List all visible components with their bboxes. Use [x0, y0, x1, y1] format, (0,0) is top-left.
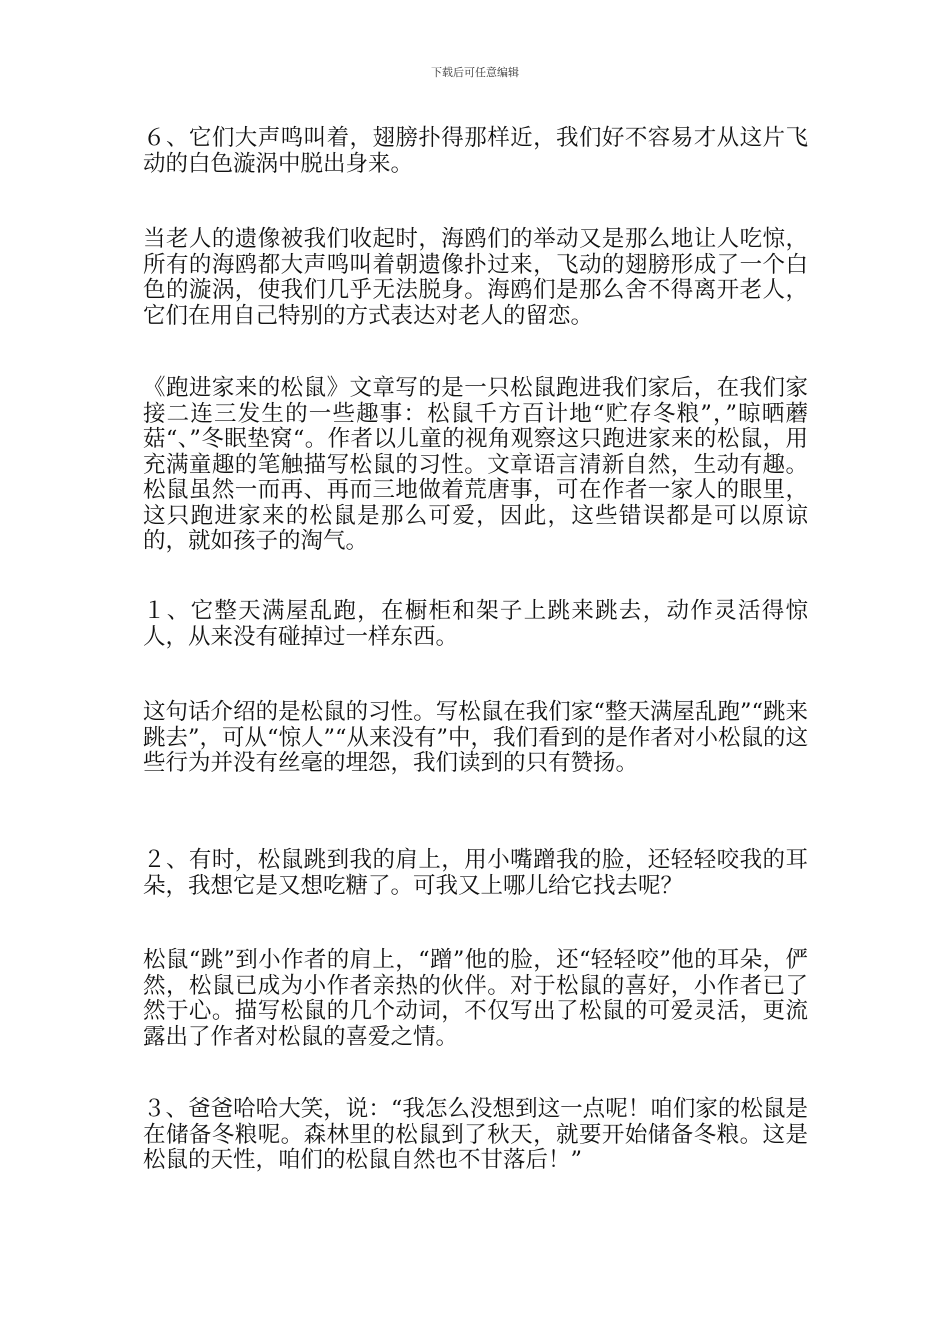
paragraph-question-1: １、它整天满屋乱跑，在橱柜和架子上跳来跳去，动作灵活得惊人，从来没有碰掉过一样东西。: [143, 598, 808, 650]
paragraph-seagull-analysis: 当老人的遗像被我们收起时，海鸥们的举动又是那么地让人吃惊，所有的海鸥都大声鸣叫着朝遗像扑过来，飞动的翅膀形成了一个白色的漩涡，使我们几乎无法脱身。海鸥们是那么舍不得离开老人，它们在用自己特别的方式表达对老人的留恋。: [143, 226, 808, 329]
paragraph-answer-6: ６、它们大声鸣叫着，翅膀扑得那样近，我们好不容易才从这片飞动的白色漩涡中脱出身来。: [143, 125, 808, 177]
paragraph-question-3: ３、爸爸哈哈大笑，说：“我怎么没想到这一点呢！咱们家的松鼠是在储备冬粮呢。森林里的松鼠到了秋天，就要开始储备冬粮。这是松鼠的天性，咱们的松鼠自然也不甘落后！”: [143, 1096, 808, 1173]
paragraph-analysis-1: 这句话介绍的是松鼠的习性。写松鼠在我们家“整天满屋乱跑”“跳来跳去”，可从“惊人”“从来没有”中，我们看到的是作者对小松鼠的这些行为并没有丝毫的埋怨，我们读到的只有赞扬。: [143, 699, 809, 776]
paragraph-question-2: ２、有时，松鼠跳到我的肩上，用小嘴蹭我的脸，还轻轻咬我的耳朵，我想它是又想吃糖了。可我又上哪儿给它找去呢？: [143, 847, 808, 899]
paragraph-squirrel-summary: 《跑进家来的松鼠》文章写的是一只松鼠跑进我们家后，在我们家接二连三发生的一些趣事：松鼠千方百计地“贮存冬粮”，”晾晒蘑菇“、”冬眠垫窝“。作者以儿童的视角观察这只跑进家来的松鼠，用充满童趣的笔触描写松鼠的习性。文章语言清新自然，生动有趣。松鼠虽然一而再、再而三地做着荒唐事，可在作者一家人的眼里，这只跑进家来的松鼠是那么可爱，因此，这些错误都是可以原谅的，就如孩子的淘气。: [143, 375, 808, 554]
paragraph-analysis-2: 松鼠“跳”到小作者的肩上，“蹭”他的脸，还“轻轻咬”他的耳朵，俨然，松鼠已成为小作者亲热的伙伴。对于松鼠的喜好，小作者已了然于心。描写松鼠的几个动词，不仅写出了松鼠的可爱灵活，更流露出了作者对松鼠的喜爱之情。: [143, 947, 808, 1050]
page-header-note: 下载后可任意编辑: [431, 66, 519, 79]
